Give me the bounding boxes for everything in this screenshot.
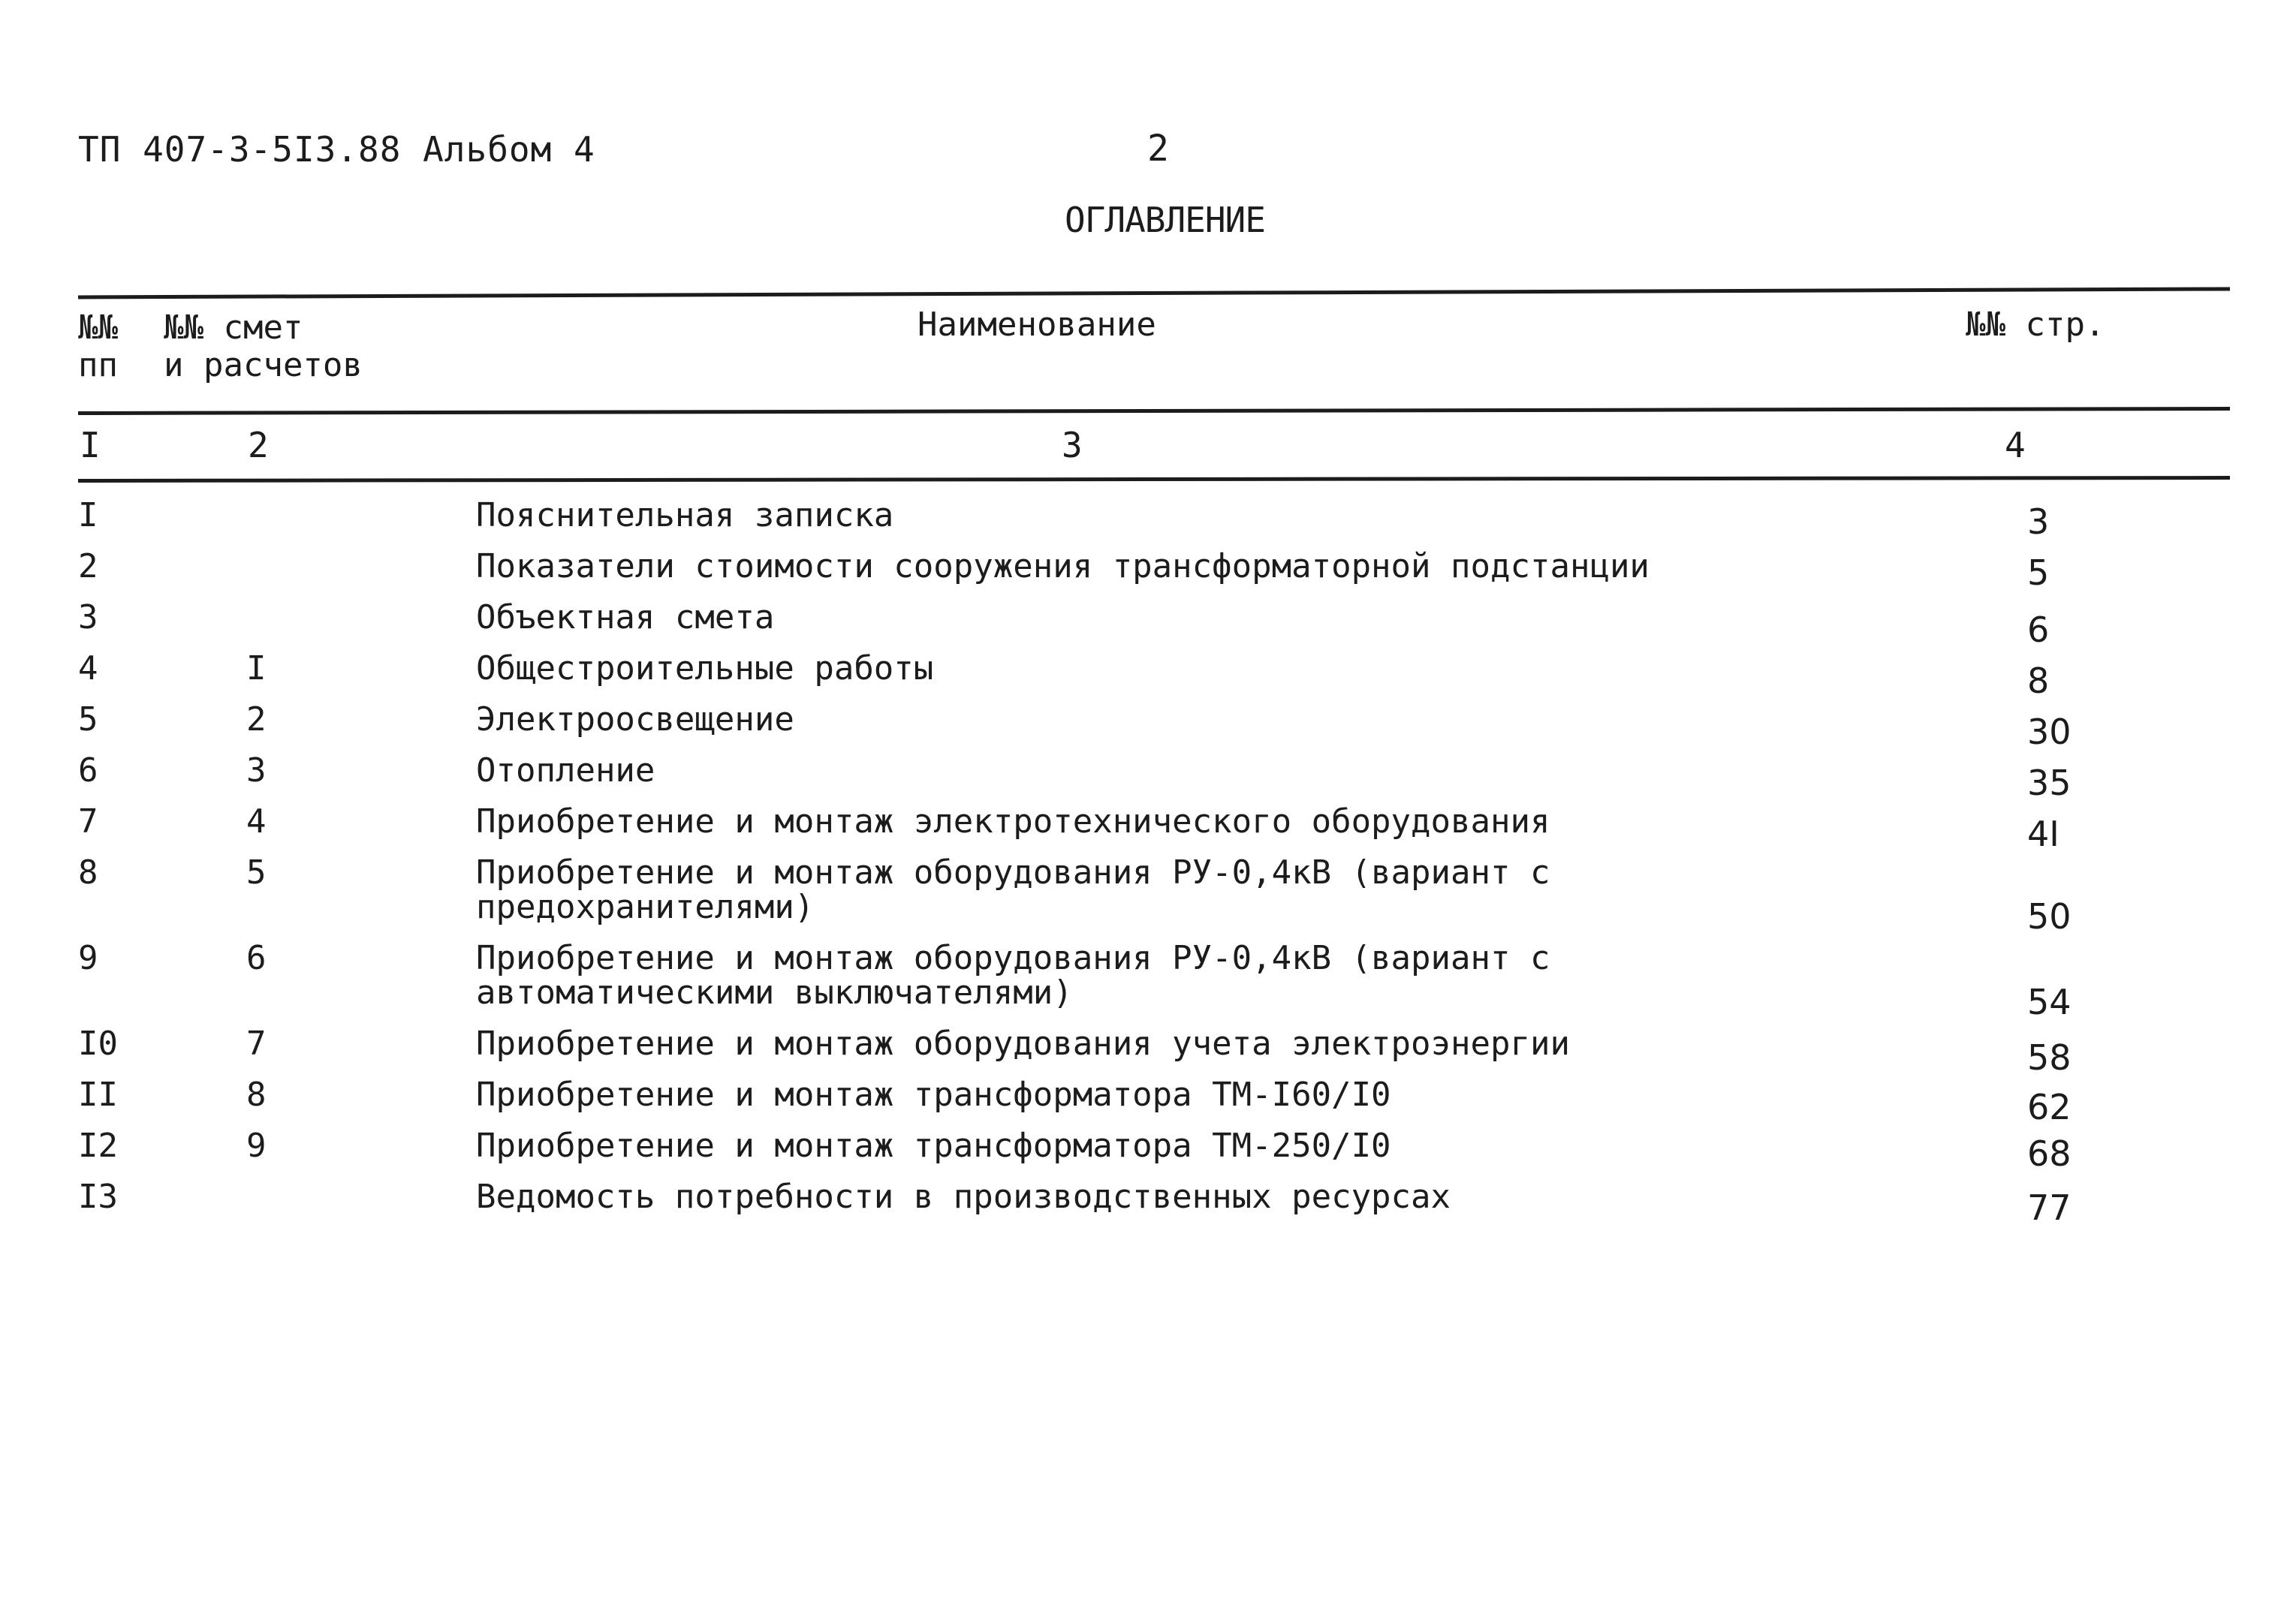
document-code: ТП 407-3-5I3.88 Альбом 4 [78,129,595,170]
row-page: 58 [2027,1037,2072,1078]
row-page: 77 [2027,1187,2072,1228]
row-number: 3 [78,598,98,636]
estimate-number: 7 [246,1025,267,1063]
row-page: 5 [2027,552,2050,593]
row-name: Приобретение и монтаж трансформатора ТМ-I60/I0 [476,1076,1391,1114]
estimate-number: 6 [246,939,267,977]
row-name: Общестроительные работы [476,649,934,688]
row-number: 7 [78,802,98,841]
row-page: 50 [2027,896,2072,937]
row-name: Электроосвещение [476,700,794,739]
row-number: I0 [78,1025,118,1063]
row-name: Показатели стоимости сооружения трансформаторной подстанции [476,547,1650,585]
column-numbers-rule [78,476,2230,483]
row-number: 4 [78,649,98,688]
row-page: 54 [2027,982,2072,1022]
row-page: 68 [2027,1133,2072,1174]
row-page: 35 [2027,763,2072,803]
row-number: I2 [78,1127,118,1165]
estimate-number: 2 [246,700,267,739]
column-number-2: 2 [248,425,269,465]
row-name: Отопление [476,751,655,790]
row-name: Приобретение и монтаж электротехнического оборудования [476,802,1550,841]
header-bottom-rule [78,407,2230,415]
row-name: Приобретение и монтаж оборудования РУ-0,4кВ (вариант с автоматическими выключателями) [476,939,1550,1012]
row-name: Объектная смета [476,598,775,636]
row-number: 6 [78,751,98,790]
row-page: 8 [2027,661,2050,701]
header-col-estimate-number: №№ смет и расчетов [164,308,363,384]
header-col-item-number: №№ пп [78,308,118,384]
row-name: Приобретение и монтаж оборудования учета электроэнергии [476,1025,1570,1063]
column-number-4: 4 [2005,425,2026,465]
row-name: Приобретение и монтаж трансформатора ТМ-250/I0 [476,1127,1391,1165]
row-number: 8 [78,853,98,892]
row-page: 30 [2027,712,2072,752]
row-number: I3 [78,1178,118,1216]
column-number-1: I [80,425,101,465]
row-name: Ведомость потребности в производственных ресурсах [476,1178,1451,1216]
estimate-number: 4 [246,802,267,841]
estimate-number: 3 [246,751,267,790]
row-page: 3 [2027,501,2050,542]
estimate-number: I [246,649,267,688]
row-number: 2 [78,547,98,585]
row-name: Приобретение и монтаж оборудования РУ-0,4кВ (вариант с предохранителями) [476,853,1550,926]
column-number-3: 3 [1062,425,1083,465]
estimate-number: 9 [246,1127,267,1165]
row-number: I [78,496,98,534]
toc-title: ОГЛАВЛЕНИЕ [1065,200,1265,240]
header-col-name: Наименование [917,305,1156,344]
header-col-page: №№ стр. [1966,305,2105,344]
row-number: 5 [78,700,98,739]
row-page: 62 [2027,1087,2072,1127]
row-number: 9 [78,939,98,977]
row-page: 4I [2027,814,2059,854]
row-number: II [78,1076,118,1114]
page-number: 2 [1147,128,1169,170]
row-name: Пояснительная записка [476,496,894,534]
estimate-number: 5 [246,853,267,892]
row-page: 6 [2027,609,2050,650]
estimate-number: 8 [246,1076,267,1114]
table-top-rule [78,287,2230,299]
